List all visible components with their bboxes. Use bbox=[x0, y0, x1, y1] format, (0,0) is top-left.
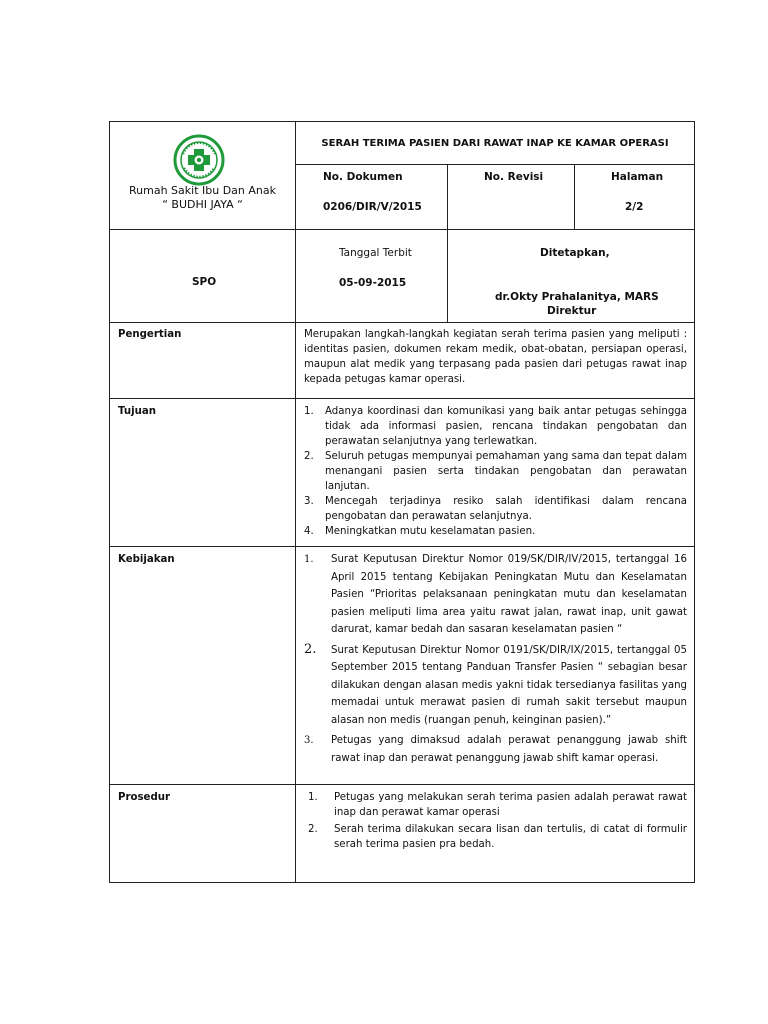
list-item-text: Surat Keputusan Direktur Nomor 019/SK/DIR/IV/2015, tertanggal 16 April 2015 tentang Kebijakan Peningkatan Mutu dan Keselamatan Pasien “Prioritas pelaksanaan peningkatan mutu dan keselamatan pasien meliputi lima area yaitu rawat jalan, rawat inap, unit gawat darurat, kamar bedah dan sasaran keselamatan pasien “ bbox=[331, 554, 687, 635]
table-line-pengertian-end bbox=[109, 398, 695, 399]
list-item-text: Adanya koordinasi dan komunikasi yang baik antar petugas sehingga tidak ada informasi pasien, rencana tindakan pengobatan dan perawatan selanjutnya yang terlewatkan. bbox=[325, 406, 687, 447]
list-item-number: 2. bbox=[304, 451, 314, 462]
no-dokumen-label: No. Dokumen bbox=[323, 171, 403, 183]
no-revisi-label: No. Revisi bbox=[484, 171, 544, 183]
list-item bbox=[304, 449, 687, 494]
list-item bbox=[304, 524, 687, 539]
signer-name: dr.Okty Prahalanitya, MARS bbox=[495, 291, 659, 303]
list-item bbox=[304, 404, 687, 449]
list-item-text: Serah terima dilakukan secara lisan dan tertulis, di catat di formulir serah terima pasien pra bedah. bbox=[334, 824, 687, 850]
tujuan-list bbox=[304, 404, 687, 539]
list-item bbox=[304, 494, 687, 524]
list-item-number: 2. bbox=[304, 641, 317, 657]
list-item-number: 1. bbox=[304, 406, 314, 417]
table-line-revisi-right bbox=[574, 164, 575, 230]
kebijakan-label: Kebijakan bbox=[118, 554, 175, 565]
halaman-value: 2/2 bbox=[625, 201, 644, 213]
table-line-below-title bbox=[296, 164, 695, 165]
list-item-text: Surat Keputusan Direktur Nomor 0191/SK/DIR/IX/2015, tertanggal 05 September 2015 tentang Panduan Transfer Pasien “ sebagian besar dilakukan dengan alasan medis yakni tidak tersedianya fasilitas yang memadai untuk merawat pasien di rumah sakit tersebut maupun alasan non medis (ruangan penuh, keinginan pasien).” bbox=[331, 644, 687, 726]
list-item-text: Mencegah terjadinya resiko salah identifikasi dalam rencana pengobatan dan perawatan selanjutnya. bbox=[325, 496, 687, 522]
document-title: SERAH TERIMA PASIEN DARI RAWAT INAP KE KAMAR OPERASI bbox=[321, 138, 669, 149]
hospital-name-line2: “ BUDHI JAYA “ bbox=[162, 198, 243, 211]
list-item bbox=[304, 551, 687, 639]
signer-title: Direktur bbox=[547, 305, 597, 317]
tujuan-label: Tujuan bbox=[118, 406, 156, 417]
table-border-bottom bbox=[109, 882, 695, 883]
list-item bbox=[308, 790, 687, 820]
tanggal-terbit-label: Tanggal Terbit bbox=[339, 247, 412, 259]
list-item-number: 2. bbox=[308, 824, 318, 835]
table-line-spo-end bbox=[109, 322, 695, 323]
list-item-text: Seluruh petugas mempunyai pemahaman yang sama dan tepat dalam menangani pasien serta tindakan pengobatan dan perawatan lanjutan. bbox=[325, 451, 687, 492]
list-item bbox=[308, 822, 687, 852]
list-item-number: 1. bbox=[304, 554, 314, 565]
table-border-left bbox=[109, 121, 110, 883]
table-line-kebijakan-end bbox=[109, 784, 695, 785]
kebijakan-list bbox=[304, 551, 687, 767]
prosedur-list bbox=[308, 790, 687, 852]
table-line-revisi-left bbox=[447, 164, 448, 230]
list-item-number: 3. bbox=[304, 496, 314, 507]
list-item-text: Petugas yang dimaksud adalah perawat penanggung jawab shift rawat inap dan perawat penanggung jawab shift kamar operasi. bbox=[331, 735, 687, 764]
list-item-text: Meningkatkan mutu keselamatan pasien. bbox=[325, 526, 536, 537]
list-item bbox=[304, 642, 687, 730]
halaman-label: Halaman bbox=[611, 171, 664, 183]
list-item-text: Petugas yang melakukan serah terima pasien adalah perawat rawat inap dan perawat kamar operasi bbox=[334, 792, 687, 818]
table-line-ditetapkan-left bbox=[447, 229, 448, 323]
pengertian-label: Pengertian bbox=[118, 329, 182, 340]
table-line-header-end bbox=[109, 229, 695, 230]
table-line-label-column bbox=[295, 121, 296, 883]
hospital-logo-icon bbox=[173, 134, 225, 186]
prosedur-label: Prosedur bbox=[118, 792, 171, 803]
table-line-tujuan-end bbox=[109, 546, 695, 547]
table-border-top bbox=[109, 121, 695, 122]
list-item-number: 1. bbox=[308, 792, 318, 803]
no-dokumen-value: 0206/DIR/V/2015 bbox=[323, 201, 422, 213]
ditetapkan-label: Ditetapkan, bbox=[540, 247, 610, 259]
hospital-name-line1: Rumah Sakit Ibu Dan Anak bbox=[129, 184, 276, 197]
pengertian-text: Merupakan langkah-langkah kegiatan serah terima pasien yang meliputi : identitas pasien, dokumen rekam medik, obat-obatan, persiapan operasi, maupun alat medik yang terpasang pada pasien dari petugas rawat inap kepada petugas kamar operasi. bbox=[304, 329, 687, 385]
table-border-right bbox=[694, 121, 695, 883]
list-item bbox=[304, 732, 687, 767]
list-item-number: 3. bbox=[304, 735, 314, 746]
spo-label: SPO bbox=[192, 276, 217, 288]
list-item-number: 4. bbox=[304, 526, 314, 537]
tanggal-terbit-value: 05-09-2015 bbox=[339, 277, 407, 289]
